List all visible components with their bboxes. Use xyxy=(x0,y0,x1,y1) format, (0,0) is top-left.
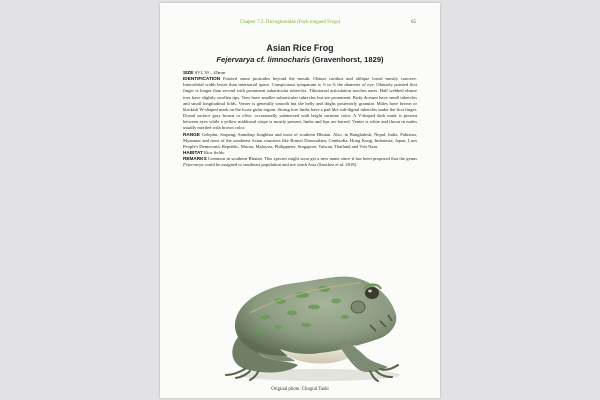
remarks-text-b: could be assigned to southeast population and not south Asia (Sanchez et al. 2018). xyxy=(203,162,358,168)
running-header xyxy=(186,20,416,25)
species-scientific-name xyxy=(160,55,440,64)
page-number: 65 xyxy=(411,20,416,25)
range-paragraph xyxy=(183,132,417,150)
frog-eye xyxy=(365,287,379,299)
species-authority: (Gravenhorst, 1829) xyxy=(312,55,384,64)
photo-caption: Original photo: Chogral Tashi xyxy=(271,387,329,392)
frog-photo xyxy=(220,265,404,385)
identification-label: IDENTIFICATION xyxy=(183,76,221,82)
remarks-paragraph xyxy=(183,156,417,168)
frog-tympanum xyxy=(351,301,365,313)
remarks-text-a: Common in southern Bhutan. This species might soon get a new name since it has been proposed that the genus xyxy=(208,156,417,162)
frog-eye-highlight xyxy=(368,290,372,293)
size-label: SIZE xyxy=(183,70,194,75)
remarks-genus: Fejervarya xyxy=(183,162,204,168)
species-account xyxy=(183,70,417,169)
habitat-label: HABITAT xyxy=(183,150,203,156)
size-text: SVL 39 – 45mm xyxy=(194,70,226,75)
habitat-text: Rice fields. xyxy=(204,150,225,156)
remarks-label: REMARKS xyxy=(183,156,207,162)
range-text: Gelephu, Sarpang, Samdrup Jongkhar and most of southern Bhutan. Also, in Bangladesh, Nepal, India, Pakistan, Myanmar and most of the southeast Asian countries like Brunei Darussalam, Cambodia, Hong Kong, Indonesia, Japan, Laos People's Democratic Republic, Macau, Malaysia, Philippines, Singapore, Taiwan, Thailand and Viet Nam. xyxy=(183,131,417,149)
species-common-name: Asian Rice Frog xyxy=(266,43,334,53)
identification-paragraph xyxy=(183,76,417,131)
identification-term-canthus: canthus xyxy=(329,76,344,82)
chapter-title: Chapter 7.2. Dicroglossidae (Fork-tongued Frogs) xyxy=(240,20,341,25)
identification-text-b: and oblique loreal mostly concave. Interorbital width lesser than internarial space. Conspicuous tympanum is ½ to ⅔ the diameter of eye. Obtusely pointed first finger is longer than second with prominent subarticular tubercles. Tibiotarsal articulation touches naris. Half webbed obtuse toes have slightly swollen tips. Toes have smaller subarticular tubercles but are prominent. Body dorsum have small tubercles and small longitudinal folds. Venter is generally smooth but the belly and thighs posteriorly granular. Males have brown or blackish W-shaped mark on the loose gular region. Strong fore limbs have a pad like sub-digital tubercles under the first finger. Dorsal surface gray brown or olive, occasionally submersed with bright carmine color. A V-shaped dark mark is present between eyes while a yellow middorsal stripe is mostly present; limbs and lips are barred. Venter is white and throat in males usually mottled with brown color. xyxy=(183,76,417,131)
identification-text-a: Pointed snout protrudes beyond the mouth. Obtuse xyxy=(222,76,330,82)
scientific-binomial: Fejervarya cf. limnocharis xyxy=(216,55,311,64)
book-page xyxy=(160,3,440,398)
range-label: RANGE xyxy=(183,131,200,137)
